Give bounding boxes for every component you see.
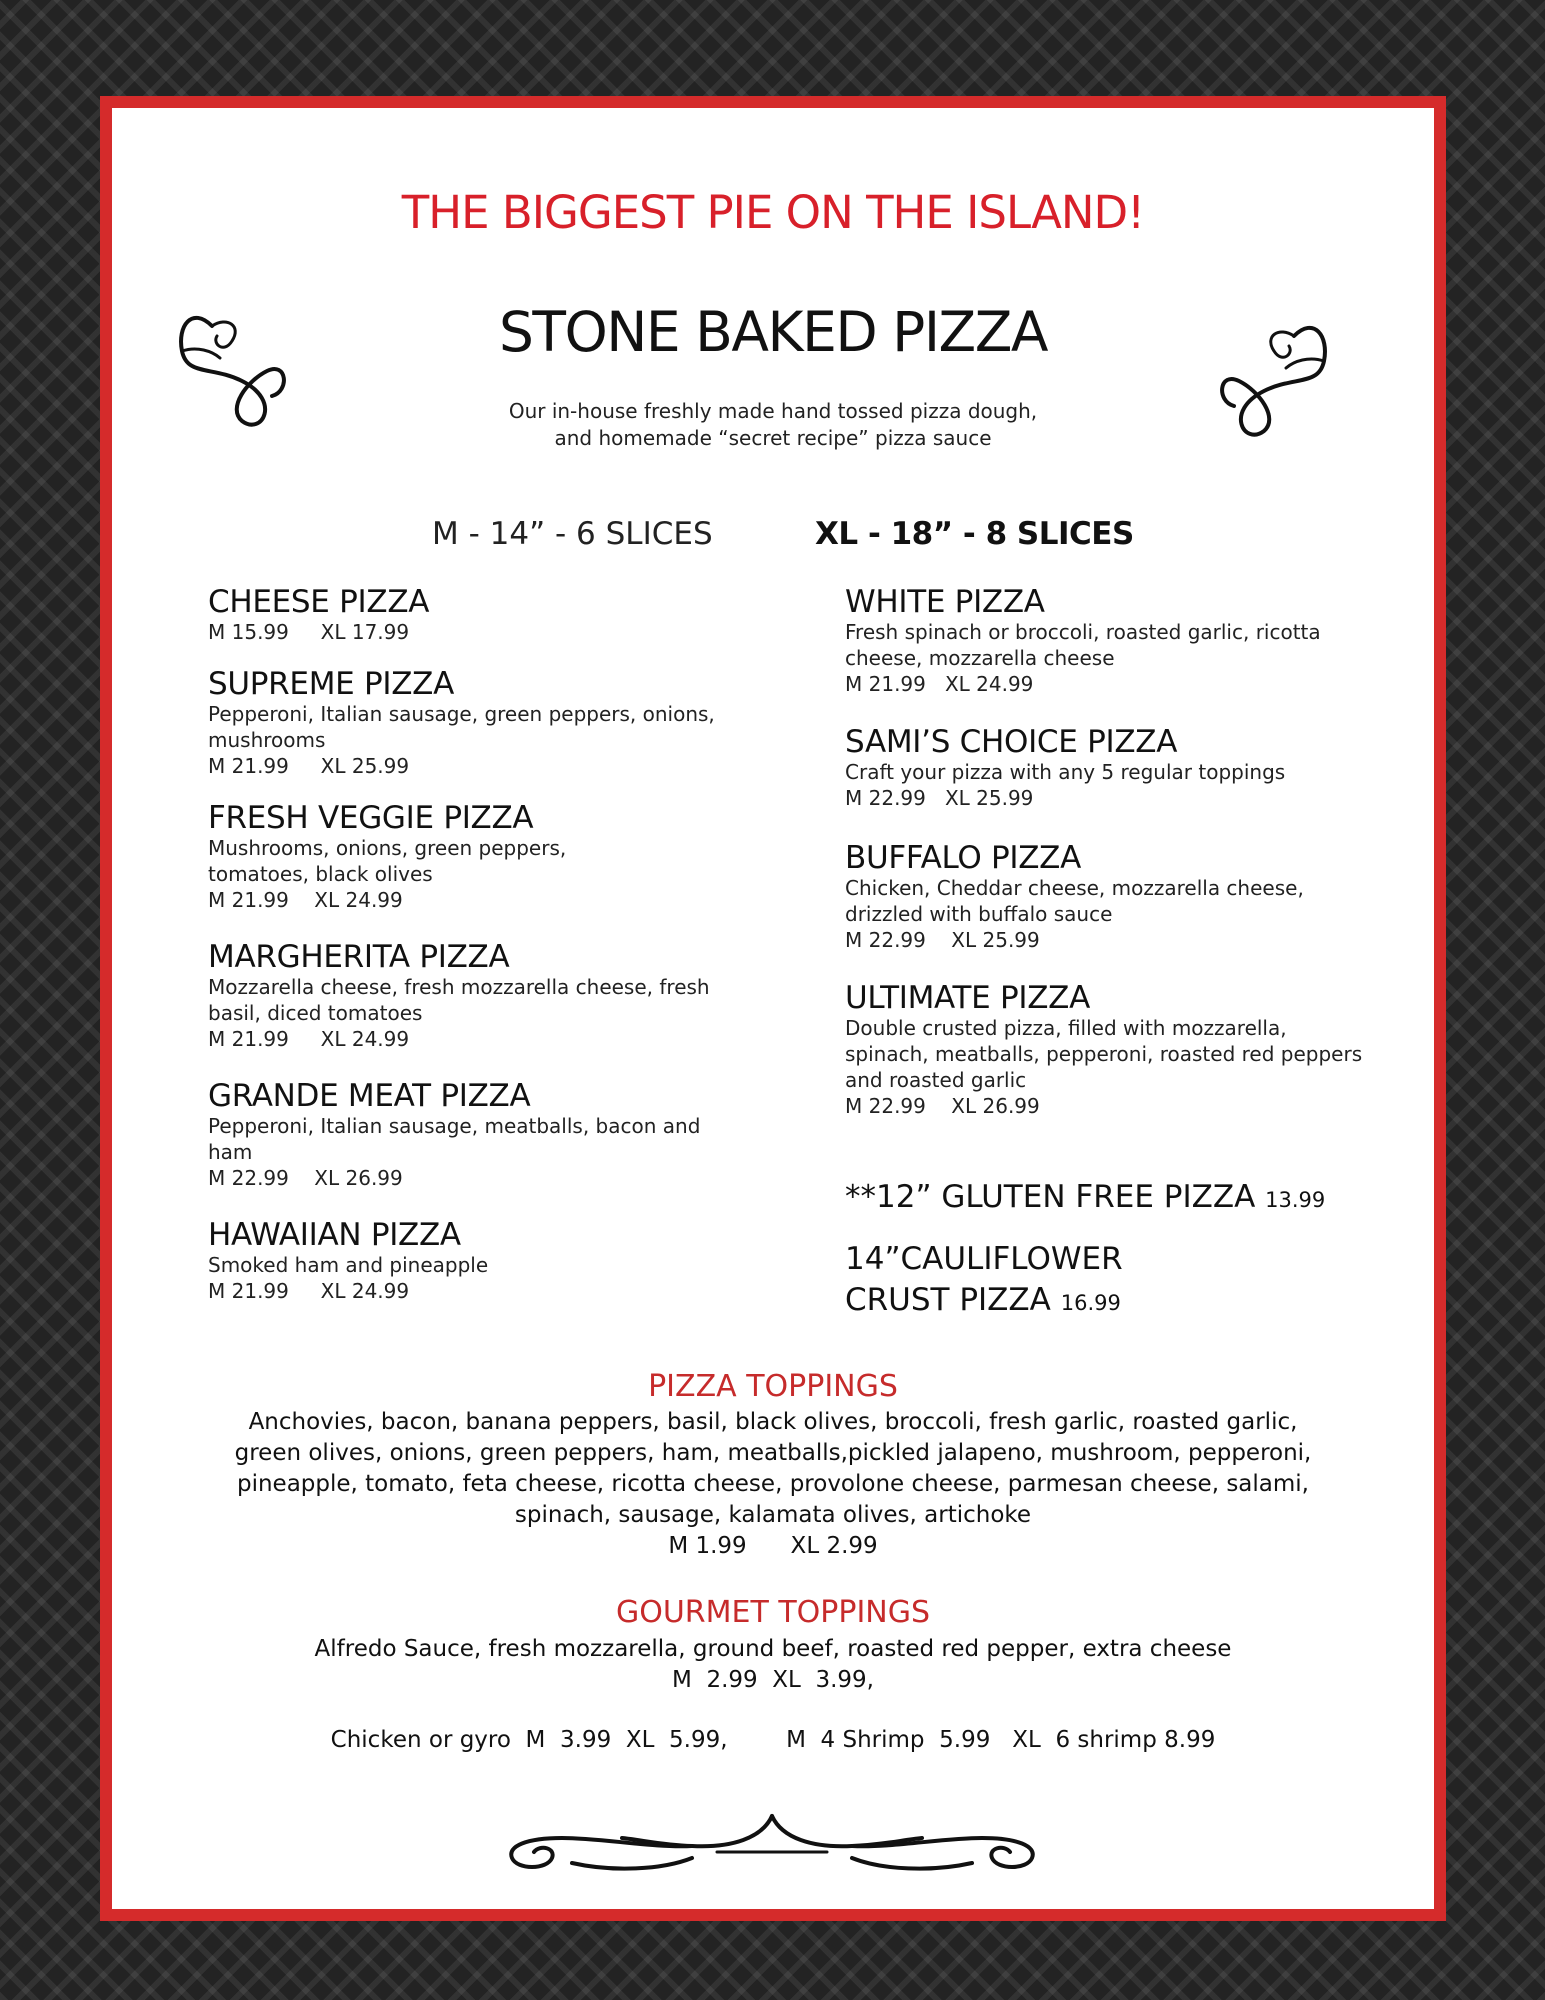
item-price: M 21.99 XL 24.99	[208, 1279, 410, 1303]
item-description: Mozzarella cheese, fresh mozzarella cheese, fresh basil, diced tomatoes	[208, 975, 710, 1025]
gourmet-extra-line: Chicken or gyro M 3.99 XL 5.99, M 4 Shrimp 5.99 XL 6 shrimp 8.99	[330, 1727, 1216, 1753]
gourmet-toppings-heading: GOURMET TOPPINGS	[615, 1595, 931, 1630]
menu-item-margherita-pizza	[208, 940, 728, 1052]
gourmet-toppings-list	[112, 1634, 1434, 1696]
size-medium-heading: M - 14” - 6 SLICES	[432, 516, 713, 552]
toppings-line-3: pineapple, tomato, feta cheese, ricotta cheese, provolone cheese, parmesan cheese, salami,	[236, 1471, 1309, 1497]
item-price: M 15.99 XL 17.99	[208, 620, 410, 644]
size-xl-heading: XL - 18” - 8 SLICES	[815, 516, 1134, 552]
item-description: Craft your pizza with any 5 regular toppings	[845, 760, 1286, 784]
menu-item-white-pizza	[845, 585, 1365, 697]
intro-text	[112, 398, 1434, 452]
item-name: GRANDE MEAT PIZZA	[208, 1078, 531, 1114]
item-price: M 22.99 XL 25.99	[845, 786, 1034, 810]
red-border-frame	[100, 96, 1446, 1921]
item-name-line-1: 14”CAULIFLOWER	[845, 1241, 1123, 1277]
menu-item-samis-choice-pizza	[845, 725, 1405, 811]
item-name-line-2: CRUST PIZZA	[845, 1282, 1051, 1318]
item-name: BUFFALO PIZZA	[845, 840, 1082, 876]
gourmet-price: M 2.99 XL 3.99,	[671, 1667, 874, 1693]
item-name: WHITE PIZZA	[845, 584, 1045, 620]
page-title: STONE BAKED PIZZA	[498, 300, 1048, 364]
item-description: Chicken, Cheddar cheese, mozzarella cheese, drizzled with buffalo sauce	[845, 876, 1304, 926]
pizza-toppings-list	[112, 1407, 1434, 1562]
menu-item-gluten-free-pizza	[845, 1177, 1325, 1221]
menu-item-fresh-veggie-pizza	[208, 801, 648, 913]
item-price: M 22.99 XL 25.99	[845, 928, 1040, 952]
item-price: M 22.99 XL 26.99	[208, 1166, 403, 1190]
item-price: M 22.99 XL 26.99	[845, 1094, 1040, 1118]
menu-item-supreme-pizza	[208, 667, 728, 779]
menu-item-cauliflower-crust-pizza	[845, 1239, 1123, 1324]
item-price: M 21.99 XL 24.99	[845, 672, 1034, 696]
toppings-line-2: green olives, onions, green peppers, ham, meatballs,pickled jalapeno, mushroom, pepperoni,	[234, 1440, 1312, 1466]
item-description: Double crusted pizza, filled with mozzarella, spinach, meatballs, pepperoni, roasted red peppers and roasted garlic	[845, 1016, 1363, 1092]
item-description: Mushrooms, onions, green peppers, tomatoes, black olives	[208, 836, 567, 886]
intro-line-2: and homemade “secret recipe” pizza sauce	[554, 426, 992, 450]
item-price: M 21.99 XL 25.99	[208, 754, 410, 778]
item-price: 13.99	[1265, 1188, 1326, 1212]
bottom-divider-ornament	[492, 1808, 1052, 1888]
intro-line-1: Our in-house freshly made hand tossed pizza dough,	[508, 399, 1038, 423]
toppings-line-1: Anchovies, bacon, banana peppers, basil, black olives, broccoli, fresh garlic, roasted garlic,	[248, 1409, 1298, 1435]
toppings-price: M 1.99 XL 2.99	[668, 1533, 878, 1559]
menu-item-ultimate-pizza	[845, 981, 1365, 1119]
tagline: THE BIGGEST PIE ON THE ISLAND!	[401, 186, 1145, 239]
item-name: **12” GLUTEN FREE PIZZA	[845, 1179, 1256, 1215]
menu-item-grande-meat-pizza	[208, 1079, 728, 1191]
item-name: ULTIMATE PIZZA	[845, 980, 1091, 1016]
item-name: HAWAIIAN PIZZA	[208, 1217, 461, 1253]
item-description: Fresh spinach or broccoli, roasted garlic, ricotta cheese, mozzarella cheese	[845, 620, 1321, 670]
menu-item-buffalo-pizza	[845, 841, 1315, 953]
item-name: MARGHERITA PIZZA	[208, 939, 510, 975]
item-name: CHEESE PIZZA	[208, 584, 430, 620]
item-description: Pepperoni, Italian sausage, green peppers, onions, mushrooms	[208, 702, 715, 752]
item-name: SAMI’S CHOICE PIZZA	[845, 724, 1178, 760]
menu-item-cheese-pizza	[208, 585, 728, 645]
menu-item-hawaiian-pizza	[208, 1218, 728, 1304]
item-name: FRESH VEGGIE PIZZA	[208, 800, 534, 836]
gourmet-line-1: Alfredo Sauce, fresh mozzarella, ground beef, roasted red pepper, extra cheese	[314, 1636, 1232, 1662]
toppings-line-4: spinach, sausage, kalamata olives, artichoke	[514, 1502, 1032, 1528]
item-price: M 21.99 XL 24.99	[208, 888, 403, 912]
item-price: M 21.99 XL 24.99	[208, 1027, 410, 1051]
pizza-toppings-heading: PIZZA TOPPINGS	[648, 1369, 898, 1404]
item-price: 16.99	[1060, 1291, 1121, 1315]
item-description: Pepperoni, Italian sausage, meatballs, bacon and ham	[208, 1114, 701, 1164]
menu-page	[112, 108, 1434, 1909]
item-name: SUPREME PIZZA	[208, 666, 454, 702]
item-description: Smoked ham and pineapple	[208, 1253, 489, 1277]
